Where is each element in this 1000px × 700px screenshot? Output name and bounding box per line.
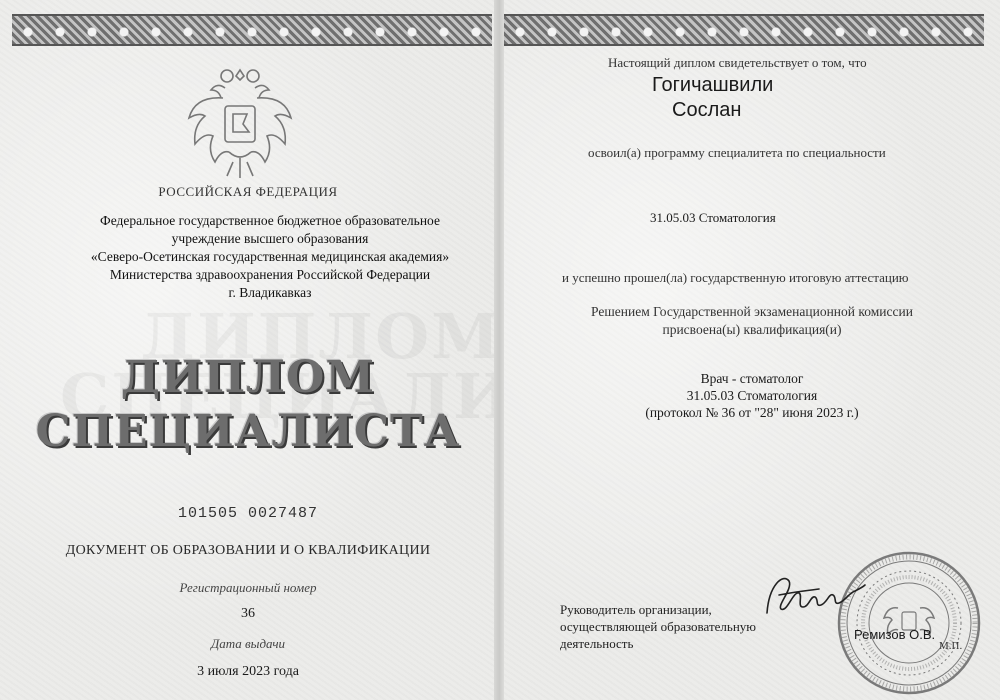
- organization-head-label: [560, 601, 756, 652]
- signer-name: Ремизов О.В.: [854, 627, 936, 642]
- qualification: Врач - стоматолог: [700, 371, 804, 386]
- graduate-given-name: Сослан: [672, 99, 742, 121]
- program-statement: освоил(а) программу специалитета по специальности: [588, 145, 886, 160]
- attestation-statement: и успешно прошел(ла) государственную итоговую аттестацию: [562, 270, 909, 285]
- institution-line: г. Владикавказ: [228, 285, 312, 300]
- qualification-block: [544, 370, 960, 421]
- ornament-border-top-right: [504, 14, 984, 46]
- institution-line: «Северо-Осетинская государственная медицинская академия»: [90, 249, 450, 264]
- signature-icon: [759, 565, 869, 625]
- institution-line: Федеральное государственное бюджетное образовательное: [100, 213, 440, 228]
- stamp-place-label: М.П.: [939, 640, 963, 652]
- registration-label: Регистрационный номер: [179, 580, 317, 595]
- head-label-line: осуществляющей образовательную: [560, 619, 756, 634]
- ornament-border-top-left: [12, 14, 492, 46]
- decision-line: Решением Государственной экзаменационной комиссии: [591, 304, 913, 319]
- diploma-title: ДИПЛОМ: [120, 352, 376, 403]
- institution-line: учреждение высшего образования: [171, 231, 369, 246]
- protocol-reference: (протокол № 36 от "28" июня 2023 г.): [645, 405, 859, 420]
- issue-date-label: Дата выдачи: [210, 636, 286, 651]
- registration-number: 36: [241, 606, 255, 621]
- commission-decision: [544, 303, 960, 339]
- document-type: ДОКУМЕНТ ОБ ОБРАЗОВАНИИ И О КВАЛИФИКАЦИИ: [65, 543, 431, 558]
- head-label-line: Руководитель организации,: [560, 602, 712, 617]
- serial-number: 101505 0027487: [177, 505, 319, 522]
- certification-intro: Настоящий диплом свидетельствует о том, что: [608, 55, 867, 70]
- graduate-surname: Гогичашвили: [652, 74, 774, 96]
- diploma-subtitle: СПЕЦИАЛИСТА: [35, 406, 461, 457]
- russian-coat-of-arms-icon: [185, 66, 295, 184]
- diploma-left-page: [0, 0, 496, 700]
- diploma-right-page: [504, 0, 1000, 700]
- country-name: РОССИЙСКАЯ ФЕДЕРАЦИЯ: [158, 184, 338, 199]
- qualification-specialty: 31.05.03 Стоматология: [686, 388, 818, 403]
- issue-date: 3 июля 2023 года: [197, 664, 299, 679]
- decision-line: присвоена(ы) квалификация(и): [662, 322, 842, 337]
- head-label-line: деятельность: [560, 636, 634, 651]
- institution-line: Министерства здравоохранения Российской Федерации: [109, 267, 431, 282]
- specialty: 31.05.03 Стоматология: [650, 210, 776, 225]
- institution-name: [60, 212, 480, 302]
